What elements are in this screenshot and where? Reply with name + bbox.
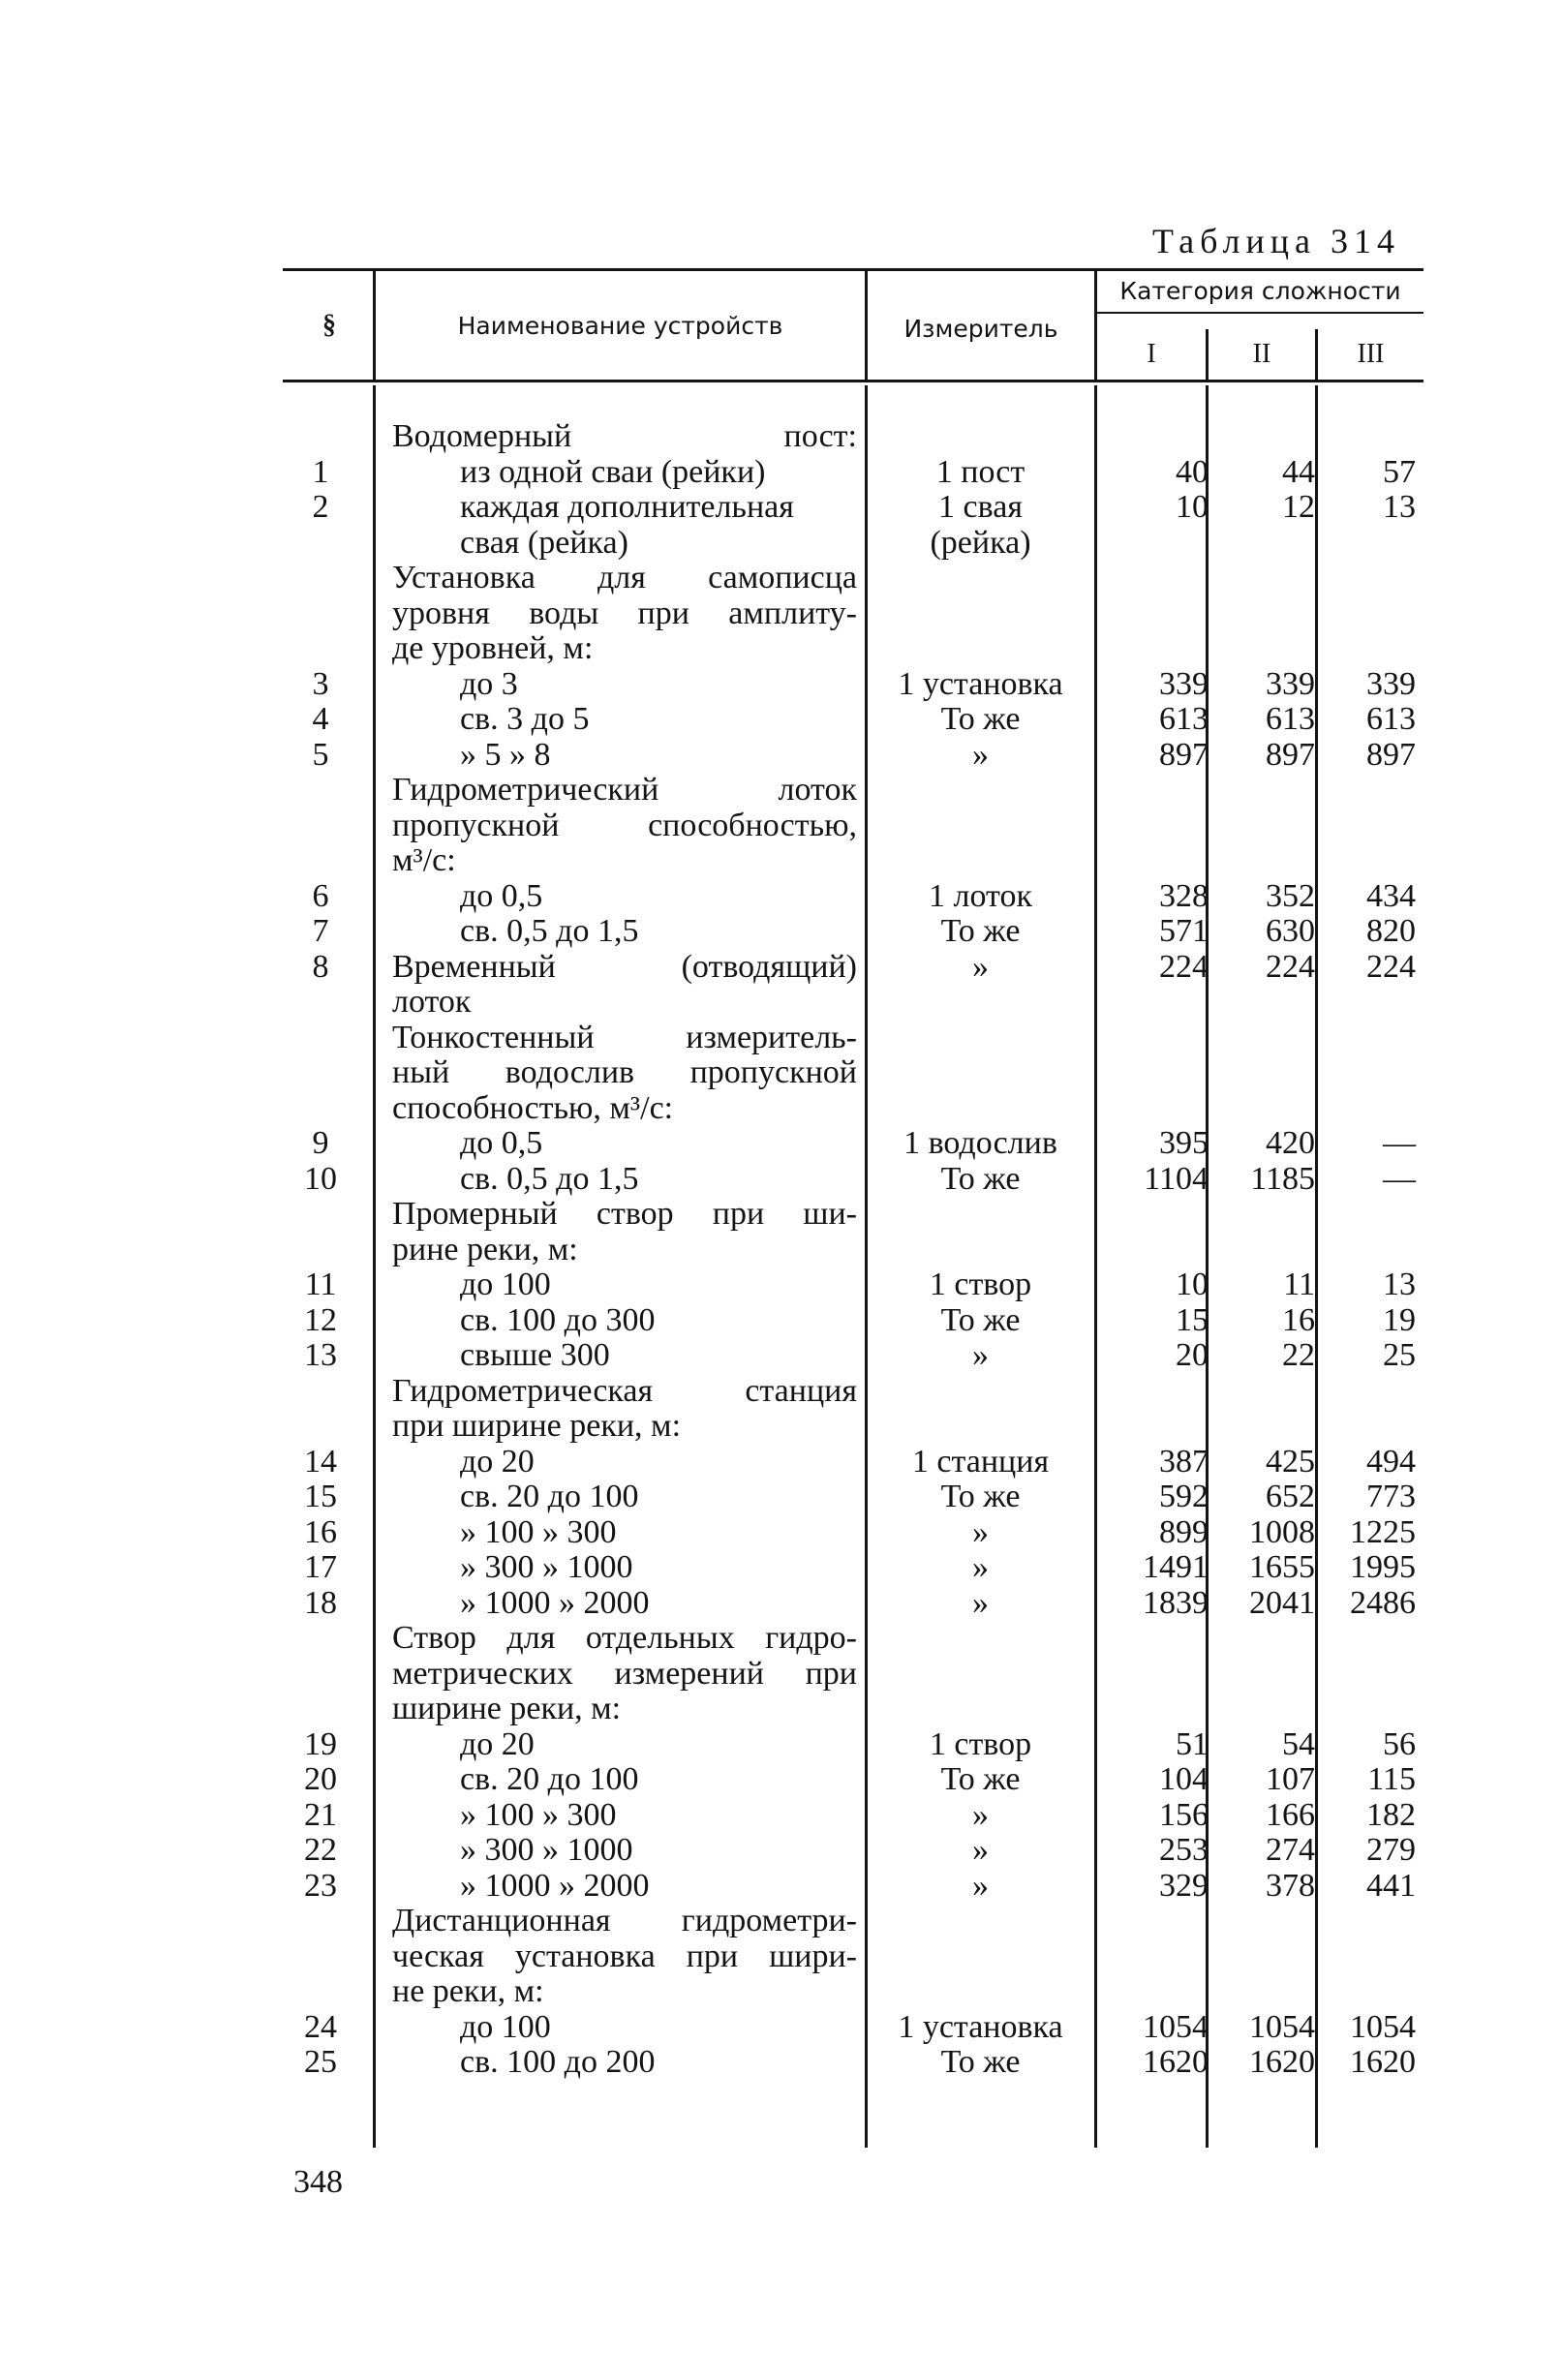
- category-2-value: 166: [1266, 1796, 1315, 1833]
- section-number: 5: [312, 736, 329, 773]
- device-name: до 100: [460, 1266, 551, 1302]
- measure-unit: »: [972, 736, 989, 773]
- category-1-value: 40: [1176, 453, 1209, 490]
- measure-unit: 1 станция: [911, 1443, 1050, 1480]
- category-1-value: 51: [1176, 1725, 1209, 1762]
- device-name: Промерный створ при ши-: [392, 1196, 857, 1232]
- section-number: 22: [304, 1832, 337, 1868]
- category-3-value: 56: [1383, 1725, 1416, 1762]
- category-2-value: 1008: [1249, 1513, 1315, 1550]
- category-3-value: 434: [1366, 877, 1416, 914]
- device-name: » 1000 » 2000: [460, 1584, 650, 1621]
- device-name: Установка для самописца: [392, 560, 857, 595]
- header-category-1: I: [1147, 339, 1156, 369]
- device-name: » 1000 » 2000: [460, 1867, 650, 1904]
- category-3-value: 773: [1366, 1479, 1416, 1514]
- section-number: 21: [304, 1796, 337, 1833]
- device-name: Временный (отводящий): [392, 948, 857, 985]
- category-1-value: 571: [1159, 913, 1209, 949]
- measure-unit: »: [972, 1796, 989, 1833]
- category-3-value: 897: [1366, 736, 1416, 773]
- category-2-value: 274: [1266, 1832, 1315, 1868]
- category-1-value: 613: [1159, 701, 1209, 737]
- device-name: Гидрометрический лоток: [392, 772, 857, 808]
- category-1-value: 15: [1176, 1301, 1209, 1338]
- category-3-value: 820: [1366, 913, 1416, 949]
- header-category-3: III: [1357, 339, 1385, 369]
- header-device-name: Наименование устройств: [457, 312, 783, 340]
- category-2-value: 1655: [1249, 1549, 1315, 1585]
- category-3-value: 494: [1366, 1443, 1416, 1480]
- measure-unit: То же: [940, 2044, 1021, 2080]
- measure-unit: »: [972, 1584, 989, 1621]
- device-name: св. 0,5 до 1,5: [460, 1160, 639, 1197]
- device-name: Дистанционная гидрометри-: [392, 1903, 857, 1938]
- device-name: до 3: [460, 665, 518, 702]
- device-name: метрических измерений при: [392, 1655, 857, 1692]
- category-1-value: 395: [1159, 1125, 1209, 1161]
- device-name: пропускной способностью,: [392, 807, 857, 843]
- section-number: 10: [304, 1160, 337, 1197]
- section-number: 1: [312, 453, 329, 490]
- device-name: каждая дополнительная: [460, 489, 794, 525]
- category-2-value: 425: [1266, 1443, 1315, 1480]
- device-name: свая (рейка): [460, 524, 628, 561]
- device-name: ческая установка при шири-: [392, 1938, 857, 1974]
- category-1-value: 20: [1176, 1337, 1209, 1373]
- device-name: ширине реки, м:: [392, 1691, 622, 1726]
- category-3-value: —: [1383, 1160, 1416, 1197]
- category-3-value: 25: [1383, 1337, 1416, 1373]
- category-2-value: 1185: [1250, 1160, 1315, 1197]
- category-3-value: 339: [1366, 665, 1416, 702]
- measure-unit: »: [972, 1513, 989, 1550]
- header-category: Категория сложности: [1119, 277, 1401, 305]
- category-1-value: 10: [1176, 489, 1209, 525]
- measure-unit: То же: [940, 1160, 1021, 1197]
- category-1-value: 899: [1159, 1513, 1209, 1550]
- header-measure: Измеритель: [903, 315, 1058, 343]
- device-name: св. 100 до 300: [460, 1301, 656, 1338]
- measure-unit: То же: [940, 1479, 1021, 1514]
- device-name: » 100 » 300: [460, 1796, 617, 1833]
- category-2-value: 11: [1283, 1266, 1315, 1302]
- category-2-value: 652: [1266, 1479, 1315, 1514]
- device-name: лоток: [392, 984, 472, 1020]
- category-1-value: 329: [1159, 1867, 1209, 1904]
- section-number: 19: [304, 1725, 337, 1762]
- section-number: 7: [312, 913, 329, 949]
- category-2-value: 1620: [1249, 2044, 1315, 2080]
- measure-unit: То же: [940, 701, 1021, 737]
- measure-unit: То же: [940, 1301, 1021, 1338]
- device-name: » 100 » 300: [460, 1513, 617, 1550]
- category-1-value: 592: [1159, 1479, 1209, 1514]
- category-3-value: 441: [1366, 1867, 1416, 1904]
- category-3-value: —: [1383, 1125, 1416, 1161]
- device-name: не реки, м:: [392, 1973, 544, 2009]
- device-name: Тонкостенный измеритель-: [392, 1019, 857, 1055]
- device-name: уровня воды при амплиту-: [392, 595, 857, 631]
- category-1-value: 104: [1159, 1761, 1209, 1797]
- device-name: свыше 300: [460, 1337, 610, 1373]
- category-3-value: 613: [1366, 701, 1416, 737]
- category-1-value: 897: [1159, 736, 1209, 773]
- category-2-value: 630: [1266, 913, 1315, 949]
- measure-unit: »: [972, 1832, 989, 1868]
- page-number: 348: [293, 2164, 343, 2200]
- device-name: при ширине реки, м:: [392, 1408, 682, 1444]
- section-number: 9: [312, 1125, 329, 1161]
- section-number: 17: [304, 1549, 337, 1585]
- device-name: св. 100 до 200: [460, 2044, 656, 2080]
- category-3-value: 13: [1383, 489, 1416, 525]
- measure-unit: То же: [940, 1761, 1021, 1797]
- category-2-value: 22: [1282, 1337, 1315, 1373]
- category-3-value: 1054: [1350, 2008, 1416, 2045]
- category-2-value: 897: [1266, 736, 1315, 773]
- device-name: рине реки, м:: [392, 1231, 578, 1267]
- measure-unit: 1 свая: [938, 489, 1023, 525]
- category-3-value: 224: [1366, 948, 1416, 985]
- measure-unit: »: [972, 1867, 989, 1904]
- device-name: св. 3 до 5: [460, 701, 590, 737]
- measure-unit: 1 створ: [929, 1725, 1032, 1762]
- device-name: » 5 » 8: [460, 736, 551, 773]
- section-number: 8: [312, 948, 329, 985]
- measure-unit: »: [972, 948, 989, 985]
- section-number: 4: [312, 701, 329, 737]
- device-name: до 0,5: [460, 877, 543, 914]
- category-2-value: 44: [1282, 453, 1315, 490]
- device-name: из одной сваи (рейки): [460, 453, 766, 490]
- category-1-value: 224: [1159, 948, 1209, 985]
- device-name: до 100: [460, 2008, 551, 2045]
- category-2-value: 613: [1266, 701, 1315, 737]
- device-name: способностью, м³/с:: [392, 1089, 674, 1126]
- category-3-value: 279: [1366, 1832, 1416, 1868]
- category-1-value: 328: [1159, 877, 1209, 914]
- category-1-value: 339: [1159, 665, 1209, 702]
- device-name: св. 20 до 100: [460, 1479, 639, 1514]
- section-number: 3: [312, 665, 329, 702]
- category-1-value: 1104: [1144, 1160, 1209, 1197]
- category-1-value: 387: [1159, 1443, 1209, 1480]
- section-number: 15: [304, 1479, 337, 1514]
- device-name: до 0,5: [460, 1125, 543, 1161]
- section-number: 24: [304, 2008, 337, 2045]
- device-name: св. 20 до 100: [460, 1761, 639, 1797]
- measure-unit: 1 водослив: [903, 1125, 1057, 1161]
- section-number: 16: [304, 1513, 337, 1550]
- device-name: до 20: [460, 1443, 535, 1480]
- device-name: » 300 » 1000: [460, 1549, 633, 1585]
- measure-unit: (рейка): [930, 524, 1031, 561]
- device-name: св. 0,5 до 1,5: [460, 913, 639, 949]
- section-number: 23: [304, 1867, 337, 1904]
- category-2-value: 378: [1266, 1867, 1315, 1904]
- section-number: 13: [304, 1337, 337, 1373]
- measure-unit: 1 пост: [935, 453, 1025, 490]
- section-number: 14: [304, 1443, 337, 1480]
- section-number: 6: [312, 877, 329, 914]
- category-2-value: 16: [1282, 1301, 1315, 1338]
- device-name: до 20: [460, 1725, 535, 1762]
- category-2-value: 2041: [1249, 1584, 1315, 1621]
- category-1-value: 1839: [1143, 1584, 1209, 1621]
- measure-unit: То же: [940, 913, 1021, 949]
- section-number: 11: [304, 1266, 337, 1302]
- section-number: 12: [304, 1301, 337, 1338]
- measure-unit: »: [972, 1549, 989, 1585]
- device-name: де уровней, м:: [392, 630, 594, 666]
- measure-unit: 1 установка: [898, 665, 1063, 702]
- category-2-value: 352: [1266, 877, 1315, 914]
- device-name: ный водослив пропускной: [392, 1054, 857, 1090]
- table-caption: Таблица 314: [1152, 222, 1400, 260]
- category-3-value: 1995: [1350, 1549, 1416, 1585]
- category-3-value: 115: [1367, 1761, 1416, 1797]
- section-number: 18: [304, 1584, 337, 1621]
- category-1-value: 10: [1176, 1266, 1209, 1302]
- section-number: 25: [304, 2044, 337, 2080]
- category-1-value: 1620: [1143, 2044, 1209, 2080]
- category-2-value: 107: [1266, 1761, 1315, 1797]
- category-3-value: 13: [1383, 1266, 1416, 1302]
- category-2-value: 224: [1266, 948, 1315, 985]
- section-number: 2: [312, 489, 329, 525]
- category-3-value: 1620: [1350, 2044, 1416, 2080]
- category-2-value: 420: [1266, 1125, 1315, 1161]
- category-1-value: 253: [1159, 1832, 1209, 1868]
- device-name: » 300 » 1000: [460, 1832, 633, 1868]
- category-3-value: 182: [1366, 1796, 1416, 1833]
- section-number: 20: [304, 1761, 337, 1797]
- measure-unit: »: [972, 1337, 989, 1373]
- category-1-value: 156: [1159, 1796, 1209, 1833]
- category-2-value: 1054: [1249, 2008, 1315, 2045]
- category-3-value: 57: [1383, 453, 1416, 490]
- header-category-2: II: [1252, 339, 1271, 369]
- device-name: Гидрометрическая станция: [392, 1372, 857, 1409]
- device-name: м³/с:: [392, 842, 456, 878]
- category-2-value: 339: [1266, 665, 1315, 702]
- category-3-value: 19: [1383, 1301, 1416, 1338]
- measure-unit: 1 установка: [898, 2008, 1063, 2045]
- device-name: Створ для отдельных гидро-: [392, 1620, 857, 1656]
- category-2-value: 12: [1282, 489, 1315, 525]
- category-1-value: 1054: [1143, 2008, 1209, 2045]
- category-3-value: 2486: [1350, 1584, 1416, 1621]
- device-name: Водомерный пост:: [392, 418, 857, 454]
- category-2-value: 54: [1282, 1725, 1315, 1762]
- header-section-mark: §: [322, 310, 336, 340]
- category-3-value: 1225: [1350, 1513, 1416, 1550]
- measure-unit: 1 лоток: [929, 877, 1032, 914]
- category-1-value: 1491: [1143, 1549, 1209, 1585]
- measure-unit: 1 створ: [929, 1266, 1032, 1302]
